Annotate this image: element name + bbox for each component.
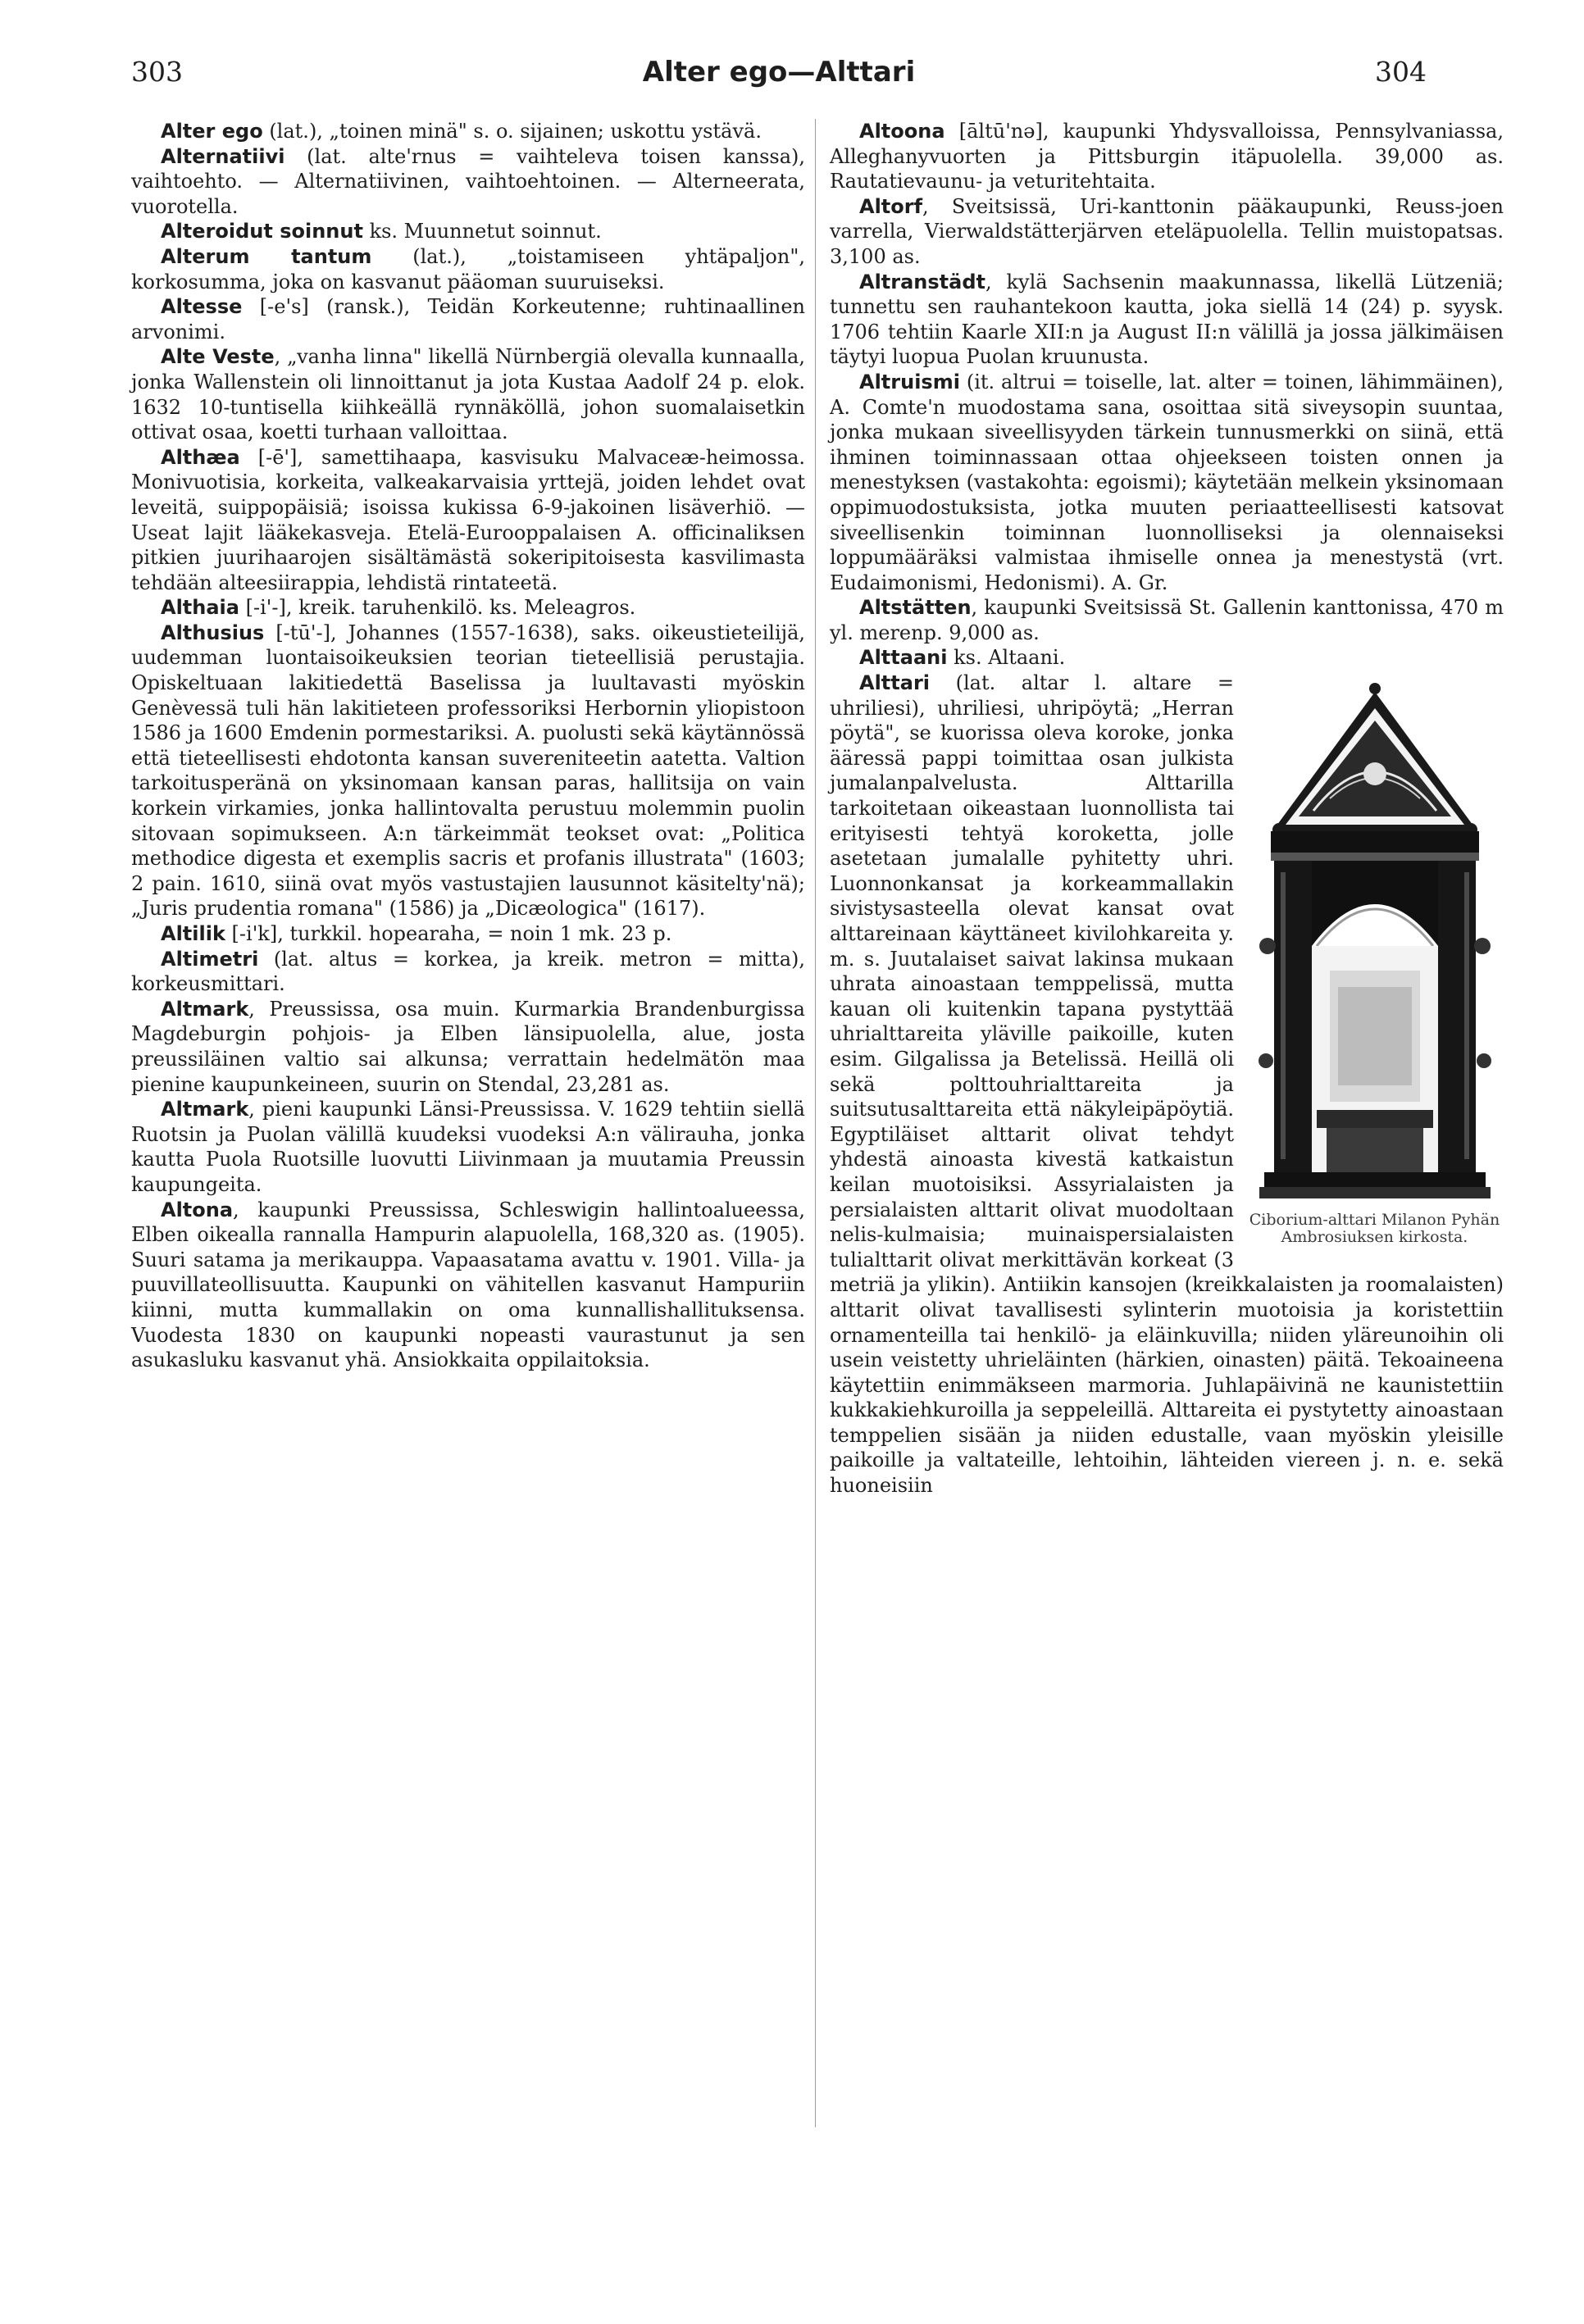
- entry: [830, 645, 1504, 671]
- page-header: [131, 56, 1427, 93]
- entry-text: (lat. alte'rnus = vaihteleva toisen kanssa), vaihtoehto. — Alternatiivinen, vaihtoehtoinen. — Alterneerata, vuorotella.: [131, 144, 805, 218]
- headword: Altesse: [161, 295, 243, 319]
- headword: Altmark: [161, 1098, 249, 1121]
- entry: [131, 445, 805, 596]
- entry: [131, 144, 805, 220]
- entry: [830, 119, 1504, 194]
- entry: [131, 119, 805, 144]
- running-title: Alter ego—Alttari: [642, 56, 916, 89]
- entry-text: ks. Muunnetut soinnut.: [362, 220, 602, 243]
- entry-text: , kaupunki Sveitsissä St. Gallenin kanttonissa, 470 m yl. merenp. 9,000 as.: [830, 596, 1504, 644]
- entry-text: , „vanha linna" likellä Nürnbergiä olevalla kunnaalla, jonka Wallenstein oli linnoittanut ja jota Kustaa Aadolf 24 p. elok. 1632 10-tuntisella kiihkeällä rynnäköllä, johon suomalaisetkin ottivat osaa, koetti turhaan valloittaa.: [131, 345, 805, 444]
- entry: [131, 947, 805, 997]
- right-column: [830, 119, 1504, 1499]
- entry-text: [-e's] (ransk.), Teidän Korkeutenne; ruhtinaallinen arvonimi.: [131, 295, 805, 343]
- ciborium-figure: [1245, 675, 1504, 1246]
- headword: Altranstädt: [859, 270, 985, 293]
- headword: Alterum tantum: [161, 244, 372, 268]
- entry: [131, 1097, 805, 1197]
- headword: Altstätten: [859, 596, 972, 620]
- entry-text: [-ē'], samettihaapa, kasvisuku Malvaceæ-heimossa. Monivuotisia, korkeita, valkeakarvaisia yrttejä, joiden lehdet ovat leveitä, suippopäisiä; isoissa kukissa 6-9-jakoinen lisäverhiö. — Useat lajit lääkekasveja. Etelä-Eurooppalaisen A. officinaliksen pitkien juurihaarojen sisältämästä sokeripitoisesta kasvilimasta tehdään alteesiirappia, lehdistä rintateetä.: [131, 445, 805, 594]
- entry-text: , kaupunki Preussissa, Schleswigin hallintoalueessa, Elben oikealla rannalla Hampurin alapuolella, 168,320 as. (1905). Suuri satama ja merikauppa. Vapaasatama avattu v. 1901. Villa- ja puuvillateollisuutta. Kaupunki on vähitellen kasvanut Hampuriin kiinni, mutta kummallakin on oma kunnallishallituksensa. Vuodesta 1830 on kaupunki nopeasti vaurastunut ja sen asukasluku kasvanut yhä. Ansiokkaita oppilaitoksia.: [131, 1198, 805, 1372]
- headword: Altona: [161, 1198, 234, 1221]
- entry: [131, 294, 805, 344]
- entry: [131, 997, 805, 1097]
- entry-text: ks. Altaani.: [947, 646, 1066, 670]
- entry-text: (lat. altus = korkea, ja kreik. metron = mitta), korkeusmittari.: [131, 947, 805, 996]
- entry-text: , pieni kaupunki Länsi-Preussissa. V. 1629 tehtiin siellä Ruotsin ja Puolan välillä kuudeksi vuodeksi A:n välirauha, jonka kautta Puola Ruotsille luovutti Liivinmaan ja muutamia Preussin kaupungeita.: [131, 1098, 805, 1196]
- entry: [131, 595, 805, 621]
- entry-text: , Preussissa, osa muin. Kurmarkia Brandenburgissa Magdeburgin pohjois- ja Elben länsipuolella, alue, josta preussiläinen valtio sai alkunsa; verrattain hedelmätön maa pienine kaupunkeineen, suurin on Stendal, 23,281 as.: [131, 997, 805, 1096]
- entry-text: (lat. altar l. altare = uhriliesi), uhriliesi, uhripöytä; „Herran pöytä", se kuorissa oleva koroke, jonka ääressä pappi toimittaa osan julkista jumalanpalvelusta. Alttarilla tarkoitetaan oikeastaan luonnollista tai erityisesti tehtyä koroketta, jolle asetetaan jumalalle pyhitetty uhri. Luonnonkansat ja korkeammallakin sivistysasteella olevat kansat ovat alttareinaan käyttäneet kivilohkareita y. m. s. Juutalaiset saivat lakinsa mukaan uhrata ainoastaan temppelissä, mutta kauan oli kuitenkin tapana pystyttää uhrialttareita yläville paikoille, kuten esim. Gilgalissa ja Betelissä. Heillä oli sekä polttouhrialttareita ja suitsutusalttareita että näkyleipäpöytiä. Egyptiläiset alttarit olivat tehdyt yhdestä ainoasta kivestä katkaistun keilan muotoisiksi. Assyrialaisten ja persialaisten alttarit olivat muodoltaan nelis-kulmaisia; muinaispersialaisten tulialttarit olivat merkittävän korkeat (3 metriä ja ylikin). Antiikin kansojen (kreikkalaisten ja roomalaisten) alttarit olivat tavallisesti sylinterin muotoisia ja koristettiin ornamenteilla tai henkilö- ja eläinkuvilla; niiden yläreunoihin oli usein veistetty uhrieläinten (härkien, oinasten) päitä. Tekoaineena käytettiin enimmäkseen marmoria. Juhlapäivinä ne kaunistettiin kukkakiehkuroilla ja seppeleillä. Alttareita ei pystytetty ainoastaan temppelien sisään ja niiden edustalle, vaan myöskin yleisille paikoille ja valtateille, lehtoihin, lähteiden viereen j. n. e. sekä huoneisiin: [830, 671, 1504, 1498]
- entry-text: , Sveitsissä, Uri-kanttonin pääkaupunki, Reuss-joen varrella, Vierwaldstätterjärven eteläpuolella. Tellin muistopatsas. 3,100 as.: [830, 194, 1504, 268]
- entry: [830, 595, 1504, 645]
- entry: [131, 621, 805, 921]
- headword: Alternatiivi: [161, 144, 285, 168]
- headword: Alttari: [859, 671, 931, 695]
- headword: Altorf: [859, 194, 923, 218]
- page-number-left: 303: [131, 56, 183, 88]
- headword: Alteroidut soinnut: [161, 220, 363, 243]
- headword: Altruismi: [859, 370, 960, 393]
- entry: [830, 270, 1504, 370]
- headword: Althusius: [161, 621, 265, 644]
- entry: [131, 921, 805, 947]
- entry-text: [-i'k], turkkil. hopearaha, = noin 1 mk. 23 p.: [225, 922, 672, 945]
- headword: Altmark: [161, 997, 249, 1021]
- entry-text: , kylä Sachsenin maakunnassa, likellä Lützeniä; tunnettu sen rauhantekoon kautta, joka siellä 14 (24) p. syysk. 1706 tehtiin Kaarle XII:n ja August II:n välillä ja jossa jälkimäisen täytyi luopua Puolan kruunusta.: [830, 270, 1504, 369]
- entry-text: [āltū'nə], kaupunki Yhdysvalloissa, Pennsylvaniassa, Alleghanyvuorten ja Pittsburgin itäpuolella. 39,000 as. Rautatievaunu- ja veturitehtaita.: [830, 120, 1504, 193]
- headword: Althaia: [161, 596, 239, 620]
- column-divider: [815, 119, 816, 2127]
- headword: Altoona: [859, 120, 945, 143]
- entry: [131, 244, 805, 294]
- entry: [131, 1198, 805, 1373]
- entry: [131, 344, 805, 444]
- entry-text: (lat.), „toistamiseen yhtäpaljon", korkosumma, joka on kasvanut pääoman suuruiseksi.: [131, 244, 805, 293]
- headword: Althæa: [161, 445, 240, 469]
- headword: Alter ego: [161, 120, 263, 143]
- page-number-right: 304: [1375, 56, 1427, 88]
- left-column: [131, 119, 805, 1373]
- entry: [131, 219, 805, 244]
- headword: Alte Veste: [161, 345, 275, 369]
- entry-text: [-tū'-], Johannes (1557-1638), saks. oikeustieteilijä, uudemman luontaisoikeuksien teorian tieteellisiä perustajia. Opiskeltuaan lakitiedettä Baselissa ja luultavasti myöskin Genèvessä tuli hän lakitieteen professoriksi Herbornin yliopistoon 1586 ja 1600 Emdenin pormestariksi. A. puolusti sekä käytännössä että tieteellisesti ehdotonta kansan suvereniteetin aatetta. Valtion tarkoitusperänä on yksinomaan kansan paras, hallitsija on vain korkein virkamies, jonka hallintovalta perustuu molemmin puolin sitovaan sopimukseen. A:n tärkeimmät teokset ovat: „Politica methodice digesta et exemplis sacris et profanis illustrata" (1603; 2 pain. 1610, siinä ovat myös vastustajien lausunnot käsitelty'nä); „Juris prudentia romana" (1586) ja „Dicæologica" (1617).: [131, 621, 805, 921]
- entry: [830, 194, 1504, 270]
- entry-text: (it. altrui = toiselle, lat. alter = toinen, lähimmäinen), A. Comte'n muodostama sana, osoittaa sitä siveysopin suuntaa, jonka mukaan siveellisyyden tärkein tunnusmerkki on siinä, että ihminen toiminnassaan ottaa ohjeekseen toisten onnen ja menestyksen (vastakohta: egoismi); käytetään melkein yksinomaan oppimuodostuksista, jotka muuten periaatteellisesti katsovat siveellisenkin toiminnan luonnolliseksi ja olennaiseksi loppumääräksi valmistaa ihmiselle onnea ja menestystä (vrt. Eudaimonismi, Hedonismi). A. Gr.: [830, 370, 1504, 594]
- entry-text: [-i'-], kreik. taruhenkilö. ks. Meleagros.: [239, 596, 636, 620]
- headword: Altilik: [161, 922, 225, 945]
- headword: Alttaani: [859, 646, 948, 670]
- figure-caption: Ciborium-alttari Milanon Pyhän Ambrosiuksen kirkosta.: [1249, 1211, 1500, 1247]
- headword: Altimetri: [161, 947, 259, 971]
- entry-text: (lat.), „toinen minä" s. o. sijainen; uskottu ystävä.: [262, 120, 762, 143]
- entry: [830, 370, 1504, 595]
- ciborium-altar-illustration: [1256, 675, 1494, 1208]
